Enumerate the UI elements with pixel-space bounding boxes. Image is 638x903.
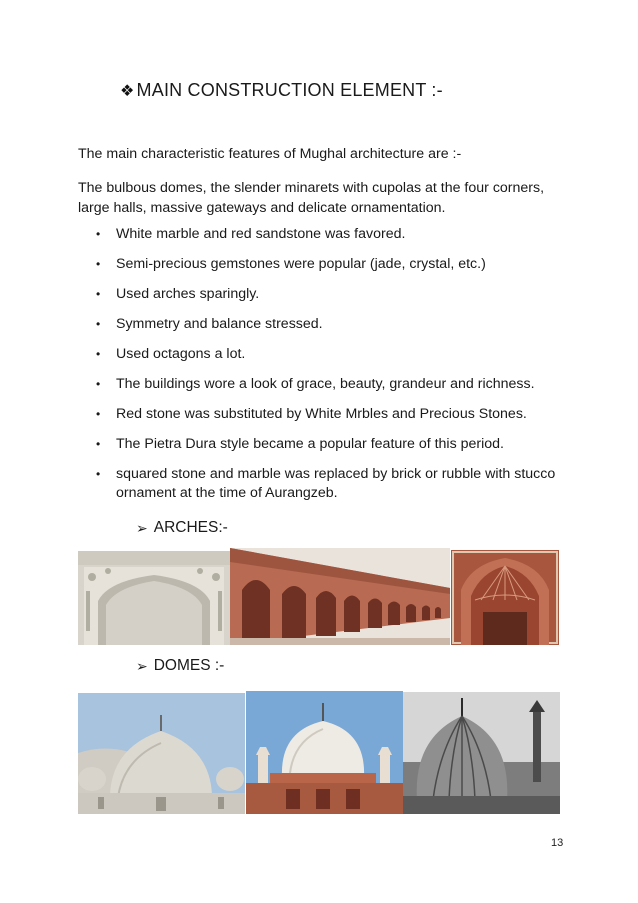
list-item xyxy=(92,285,572,304)
list-item-text: The Pietra Dura style became a popular feature of this period. xyxy=(116,436,505,452)
list-item xyxy=(92,375,572,394)
list-item-text: Red stone was substituted by White Mrbles and Precious Stones. xyxy=(116,406,527,422)
list-item xyxy=(92,405,572,424)
carved-arch-photo xyxy=(451,550,559,645)
marble-arch-photo xyxy=(78,551,230,645)
bullet-icon: • xyxy=(96,317,101,331)
bullet-icon: • xyxy=(96,377,101,391)
bullet-icon: • xyxy=(96,437,101,451)
white-dome-red-base-photo xyxy=(246,691,403,814)
list-item-text: White marble and red sandstone was favored. xyxy=(116,226,406,242)
page-number: 13 xyxy=(551,837,564,849)
arrow-bullet-icon: ➢ xyxy=(136,519,148,536)
bullet-icon: • xyxy=(96,467,101,481)
bullet-icon: • xyxy=(96,407,101,421)
domes-label: DOMES :- xyxy=(153,657,225,674)
list-item xyxy=(92,255,572,274)
bullet-icon: • xyxy=(96,227,101,241)
bullet-icon: • xyxy=(96,347,101,361)
section-heading xyxy=(120,80,443,101)
list-item xyxy=(92,465,572,503)
list-item-text: squared stone and marble was replaced by brick or rubble with stucco ornament at the time of Aurangzeb. xyxy=(116,466,556,501)
list-item xyxy=(92,225,572,244)
list-item-text: Symmetry and balance stressed. xyxy=(116,316,323,332)
list-item-text: The buildings wore a look of grace, beauty, grandeur and richness. xyxy=(116,376,535,392)
section-heading-text: MAIN CONSTRUCTION ELEMENT :- xyxy=(136,80,443,100)
features-paragraph: The bulbous domes, the slender minarets with cupolas at the four corners, large halls, massive gateways and delicate ornamentation. xyxy=(78,180,545,216)
arches-subheading xyxy=(136,519,228,537)
list-item-text: Used arches sparingly. xyxy=(116,286,260,302)
arrow-bullet-icon: ➢ xyxy=(136,657,148,674)
arches-label: ARCHES:- xyxy=(153,519,228,536)
sandstone-arcade-photo xyxy=(230,548,450,645)
list-item-text: Semi-precious gemstones were popular (jade, crystal, etc.) xyxy=(116,256,486,272)
diamond-bullet-icon: ❖ xyxy=(120,82,135,100)
list-item xyxy=(92,345,572,364)
list-item-text: Used octagons a lot. xyxy=(116,346,246,362)
monochrome-dome-photo xyxy=(403,692,560,814)
intro-text: The main characteristic features of Mughal architecture are :- xyxy=(78,146,462,162)
bullet-icon: • xyxy=(96,287,101,301)
feature-list xyxy=(92,225,572,503)
domes-subheading xyxy=(136,657,224,675)
bullet-icon: • xyxy=(96,257,101,271)
marble-dome-photo xyxy=(78,693,245,814)
list-item xyxy=(92,435,572,454)
list-item xyxy=(92,315,572,334)
